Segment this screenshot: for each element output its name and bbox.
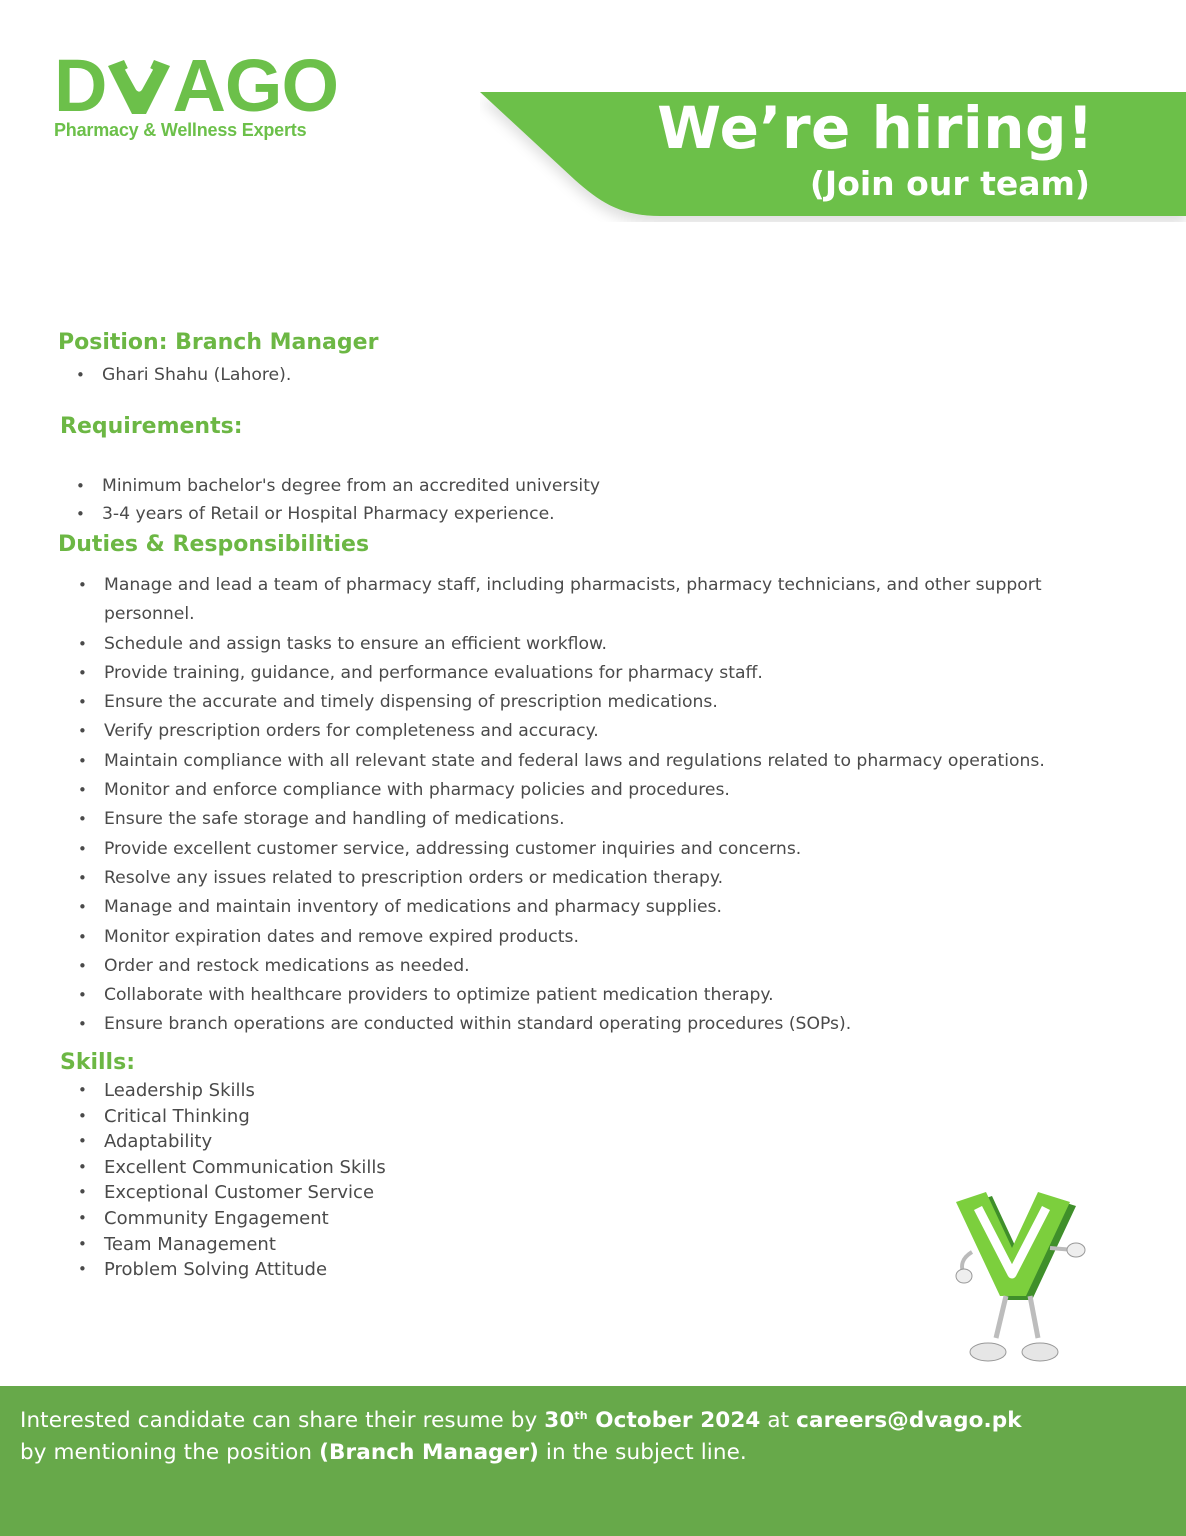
skills-heading: Skills: [60,1050,135,1075]
requirements-list [76,472,600,528]
logo-tagline: Pharmacy & Wellness Experts [54,120,307,140]
hiring-banner [480,92,1186,222]
list-item: • Ghari Shahu (Lahore). [76,362,291,388]
list-item: • Leadership Skills [78,1078,386,1104]
list-item: • Monitor expiration dates and remove expired products. [78,923,1064,952]
date-month-year: October 2024 [587,1408,761,1433]
list-item: • Critical Thinking [78,1104,386,1130]
footer-text: at [760,1408,797,1433]
dvago-logo [54,44,339,141]
footer-text: in the subject line. [538,1440,747,1465]
position-list [76,362,291,388]
list-item: • Provide training, guidance, and performance evaluations for pharmacy staff. [78,659,1064,688]
list-item: • 3-4 years of Retail or Hospital Pharmacy experience. [76,500,600,528]
list-item: • Maintain compliance with all relevant state and federal laws and regulations related to pharmacy operations. [78,747,1064,776]
list-item: • Excellent Communication Skills [78,1155,386,1181]
requirements-heading: Requirements: [60,414,243,439]
logo-letter-d: D [54,44,107,127]
banner-subtitle: (Join our team) [809,164,1090,203]
date-suffix: th [574,1408,588,1422]
list-item: • Resolve any issues related to prescription orders or medication therapy. [78,864,1064,893]
list-item: • Adaptability [78,1129,386,1155]
list-item: • Manage and maintain inventory of medications and pharmacy supplies. [78,893,1064,922]
logo-letters-ago: AGO [172,44,339,127]
careers-email[interactable]: careers@dvago.pk [796,1408,1022,1433]
banner-title: We’re hiring! [657,94,1094,162]
footer-text: Interested candidate can share their resume by [20,1408,545,1433]
footer-text: by mentioning the position [20,1440,320,1465]
list-item: • Order and restock medications as needed. [78,952,1064,981]
duties-heading: Duties & Responsibilities [58,532,370,557]
list-item: • Community Engagement [78,1206,386,1232]
list-item: • Collaborate with healthcare providers to optimize patient medication therapy. [78,981,1064,1010]
list-item: • Ensure branch operations are conducted within standard operating procedures (SOPs). [78,1010,1064,1039]
logo-v-heart-icon [106,58,172,116]
footer-line-1 [20,1408,1022,1433]
subject-position: (Branch Manager) [319,1440,539,1465]
list-item: • Ensure the accurate and timely dispensing of prescription medications. [78,688,1064,717]
list-item: • Problem Solving Attitude [78,1257,386,1283]
duties-list [78,571,1064,1040]
date-day: 30 [544,1408,575,1433]
list-item: • Manage and lead a team of pharmacy staff, including pharmacists, pharmacy technicians, and other support personnel. [78,571,1064,630]
list-item: • Minimum bachelor's degree from an accredited university [76,472,600,500]
list-item: • Monitor and enforce compliance with pharmacy policies and procedures. [78,776,1064,805]
skills-list [78,1078,386,1283]
list-item: • Schedule and assign tasks to ensure an efficient workflow. [78,630,1064,659]
footer-line-2 [20,1440,747,1465]
footer-contact-bar [0,1386,1186,1536]
list-item: • Team Management [78,1232,386,1258]
deadline-date [544,1408,760,1433]
list-item: • Provide excellent customer service, addressing customer inquiries and concerns. [78,835,1064,864]
logo-wordmark [54,44,339,127]
dvago-v-mascot-icon [948,1188,1088,1372]
list-item: • Ensure the safe storage and handling of medications. [78,805,1064,834]
position-heading: Position: Branch Manager [58,330,379,355]
list-item: • Exceptional Customer Service [78,1180,386,1206]
list-item: • Verify prescription orders for completeness and accuracy. [78,717,1064,746]
